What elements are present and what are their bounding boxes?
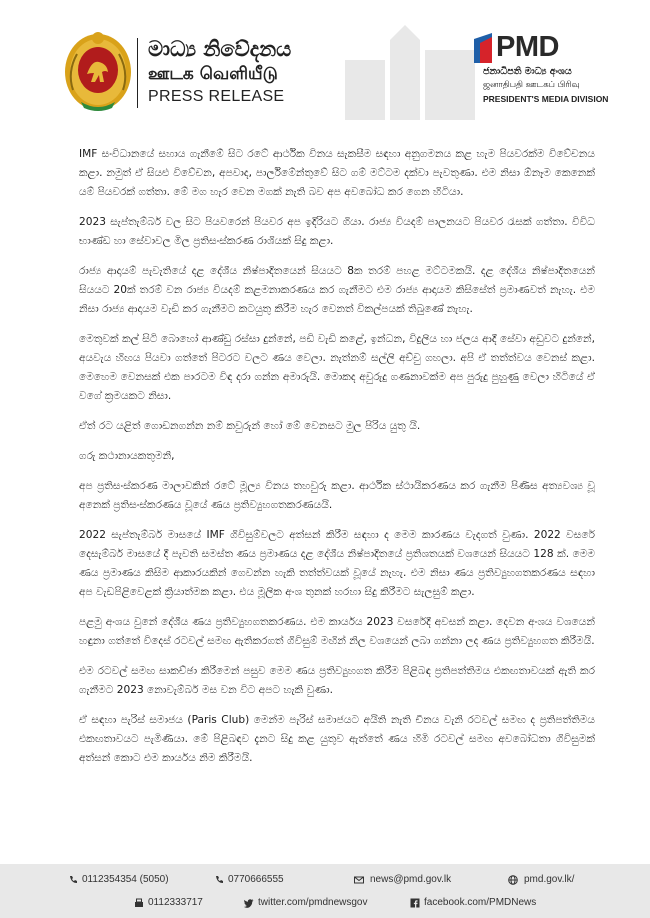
- contact-footer: [0, 864, 650, 918]
- pmd-name-sinhala: ජනාධිපති මාධ්‍ය අංශය: [483, 66, 572, 77]
- paragraph-reforms: අප ප්‍රතිසංස්කරණ මාලාවකින් රටේ මූල්‍ය විනය තහවුරු කළා. ආර්ථික ස්ථායිකරණය කර ගැනීම පිණිස අත්‍යවශ්‍ය වූ අනෙක් ප්‍රතිසංස්කරණය වූයේ ණය ප්‍රතිව්‍යුහගතකරණයයි.: [79, 480, 595, 511]
- paragraph-state-revenue: රාජ්‍ය ආදායම් පැවැතියේ දළ දේශීය නිෂ්පාදිතයෙන් සියයට 8ක තරම් පහළ මට්ටමකයි. දළ දේශීය නිෂ්පාදිතයෙන් සියයට 20ක් තරම් වන රාජ්‍ය වියදම් කළමනාකරණය කර ගැනීමට එම රාජ්‍ය ආදායම කිසිසේත් ප්‍රමාණවත් නැහැ. එම නිසා රාජ්‍ය ආදායම වැඩි කර ගැනීමට කටයුතු කිරීම හැර වෙනත් විකල්පයක් තිබුණේ නැහැ.: [79, 265, 595, 315]
- press-release-body: [79, 145, 595, 779]
- paragraph-agreement-2023: එම රටවල් සමඟ සාකච්ඡා කිරීමෙන් පසුව මෙම ණය ප්‍රතිව්‍යුහගත කිරීම පිළිබඳ ප්‍රතිපත්තිමය එකඟතාවයක් ඇති කර ගැනීමට 2023 නොවැම්බර් මස වන විට අපට හැකි වුණා.: [79, 665, 595, 696]
- footer-facebook[interactable]: facebook.com/PMDNews: [424, 897, 537, 908]
- sri-lanka-emblem-icon: [63, 30, 133, 112]
- footer-fax[interactable]: 0112333717: [148, 897, 203, 908]
- facebook-icon: [410, 898, 420, 908]
- paragraph-salutation: ගරු කථානායකතුමනි,: [79, 450, 175, 462]
- pmd-name-english: PRESIDENT'S MEDIA DIVISION: [483, 94, 609, 104]
- header-divider: [137, 38, 138, 108]
- paragraph-first-sector: පළමු අංශය වුනේ දේශීය ණය ප්‍රතිව්‍යුහගතකරණය. එම කාර්යය 2023 වසරේදී අවසන් කළා. දෙවන අංශය වශයෙන් හඳුනා ගත්තේ විදෙස් රටවල් සමඟ ඇතිකරගත් ගිවිසුම් මඟින් නිල වශයෙන් ලබා ගන්නා ලද ණය ප්‍රතිව්‍යුහගත කිරීමයි.: [79, 616, 595, 647]
- paragraph-2023-steps: 2023 සැප්තැම්බර් වල සිට පියවරෙන් පියවර අප ඉදිරියට ගියා. රාජ්‍ය වියදම් පාලනයට පියවර රැසක් ගත්තා. විවිධ භාණ්ඩ හා සේවාවල මිල ප්‍රතිසංස්කරණ රාශියක් සිදු කළා.: [79, 216, 595, 247]
- fax-icon: [134, 898, 144, 908]
- pmd-name-tamil: ஜனாதிபதி ஊடகப் பிரிவு: [483, 80, 580, 90]
- mobile-icon: [214, 875, 224, 885]
- title-english: PRESS RELEASE: [148, 88, 285, 105]
- footer-mobile[interactable]: 0770666555: [228, 874, 284, 885]
- footer-phone[interactable]: 0112354354 (5050): [82, 874, 169, 885]
- email-icon: [354, 875, 364, 885]
- paragraph-paris-club: ඒ සඳහා පැරිස් සමාජය (Paris Club) මෙන්ම පැරිස් සමාජයට අයිති නැති චීනය වැනි රටවල් සමඟ ද ප්‍රතිපත්තිමය එකඟතාවයට පැමිණියා. මේ පිළිබඳව දැනට සිදු කළ යුතුව ඇත්තේ ණය හිමි රටවල් සමඟ අවබෝධතා ගිවිසුමක් අත්සන් කොට එම කාර්යය නිම කිරීමයි.: [79, 714, 595, 764]
- title-tamil: ஊடக வெளியீடு: [148, 64, 278, 84]
- phone-icon: [68, 875, 78, 885]
- paragraph-past-governments: මෙතුවක් කල් සිටි බොහෝ ආණ්ඩු රස්සා දුන්නේ, පඩි වැඩි කළේ, ඉන්ධන, විදුලිය හා ජලය ආදී සේවා අඩුවට දුන්නේ, අයවැය හිඟය පියවා ගත්තේ පිටරට වලට ණය වෙලා. නැත්නම් සල්ලි අච්චු ගහලා. අපි ඒ තත්ත්වය වෙනස් කළා. මෙහෙම වෙනසක් එක පාරටම විඳ දරා ගන්න අමාරුයි. මොකද අවුරුදු ගණනාවක්ම අප පුරුදු පුහුණු වෙලා හිටියේ ඒ වගේ ක්‍රමයකට නිසා.: [79, 333, 595, 402]
- globe-icon: [508, 875, 518, 885]
- paragraph-imf-criticism: IMF සංවිධානයේ සහාය ගැනීමේ සිට රටේ ආර්ථික විනය සැකසීම සඳහා අනුගමනය කළ හැම පියවරක්ම විවේචනය කළා. නමුත් ඒ සියළු විවේචන, අපවාද, පාර්ලිමේන්තුවේ සිට ගම් මට්ටම දක්වා පැවතුණා. එම නිසා ඕනෑම කෙනෙක් යම් පියවරක් ගත්තා. මේ මග හැර වෙන මගක් නැති බව අප අවබෝධ කර ගෙන හිටියා.: [79, 148, 595, 198]
- pmd-logo-text: PMD: [496, 31, 559, 63]
- title-sinhala: මාධ්‍ය නිවේදනය: [148, 37, 292, 61]
- press-release-header: [0, 0, 650, 125]
- twitter-icon: [244, 898, 254, 908]
- footer-website[interactable]: pmd.gov.lk/: [524, 874, 575, 885]
- paragraph-change: ඒත් රට යළිත් ගොඩනගන්න නම් කවුරුන් හෝ මේ වෙනසට මුල පිරිය යුතු යි.: [79, 420, 421, 432]
- building-watermark-icon: [335, 20, 485, 120]
- paragraph-debt-2022: 2022 සැප්තැම්බර් මාසයේ IMF ගිවිසුම්වලට අත්සන් කිරීම සඳහා ද මෙම කාරණය වැදගත් වුණා. 2022 වසරේ දෙසැම්බර් මාසයේ දී පැවති සමස්ත ණය ප්‍රමාණය දළ දේශීය නිෂ්පාදිතයේ ප්‍රතිශතයක් වශයෙන් සියයට 128 ක්. මෙම ණය ප්‍රමාණය කිසිම ආකාරයකින් ගෙවන්න හැකි තත්ත්වයක් වූයේ නැහැ. එම නිසා ණය ප්‍රතිව්‍යුහගතකරණය සඳහා අප වැඩපිළිවෙළක් ක්‍රියාත්මක කළා. එය මූලික අංශ තුනක් හරහා සිදු කිරීමට සැලසුම් කළා.: [79, 529, 595, 598]
- footer-email[interactable]: news@pmd.gov.lk: [370, 874, 452, 885]
- footer-twitter[interactable]: twitter.com/pmdnewsgov: [258, 897, 368, 908]
